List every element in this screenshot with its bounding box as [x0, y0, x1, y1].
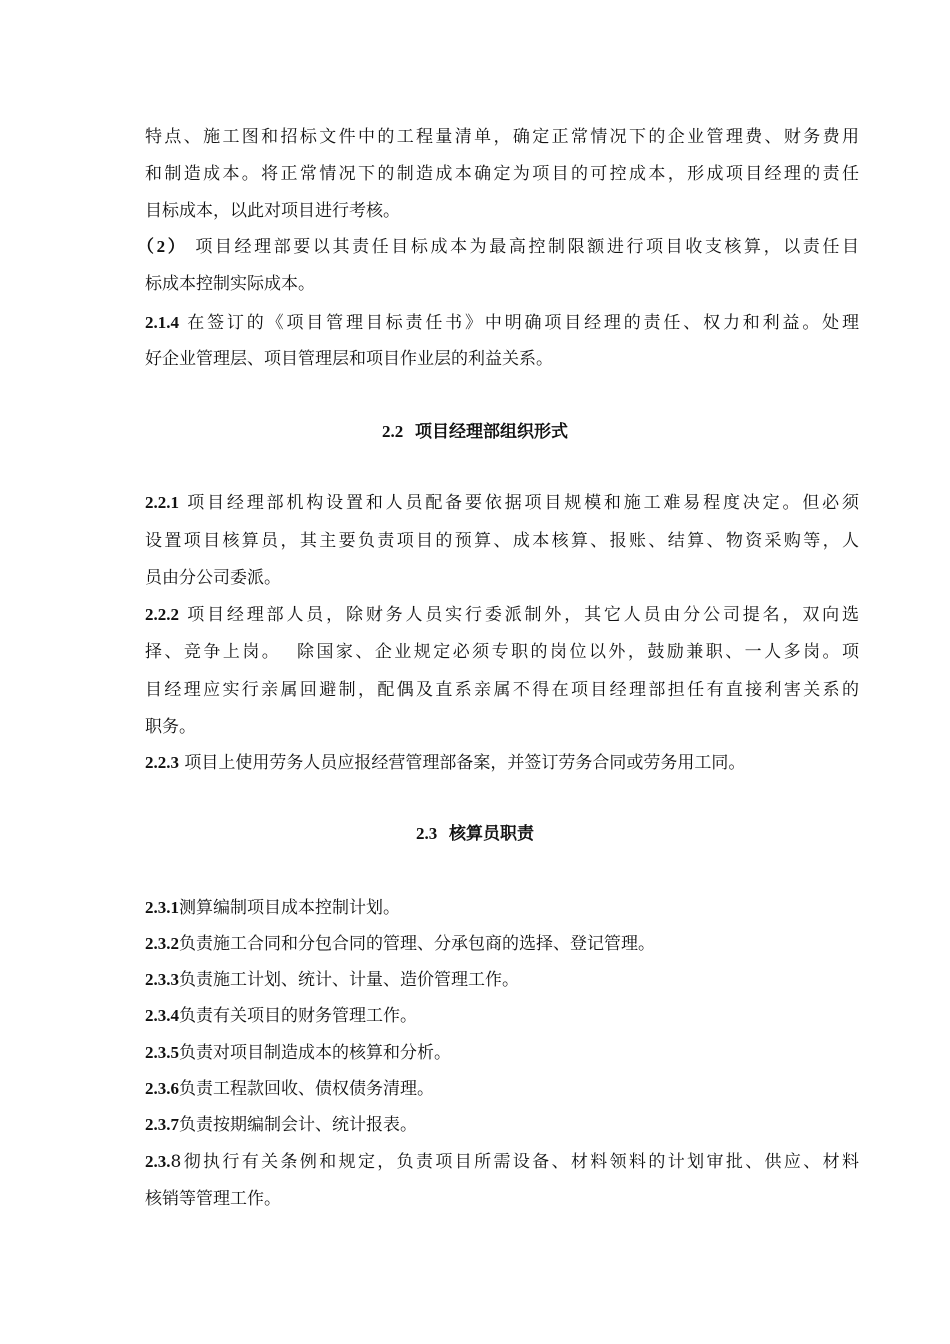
list-item-number: （2）	[137, 237, 188, 256]
item-text: 负责按期编制会计、统计报表。	[179, 1115, 417, 1135]
list-item	[145, 897, 400, 919]
list-item-2	[137, 236, 859, 258]
paragraph-line: 核销等管理工作。	[145, 1189, 281, 1209]
item-text: 测算编制项目成本控制计划。	[179, 898, 400, 918]
heading-number: 2.2	[381, 422, 404, 441]
paragraph-line: 标成本控制实际成本。	[145, 274, 315, 294]
clause-2-2-2	[145, 604, 859, 626]
paragraph-line: 目标成本，以此对项目进行考核。	[145, 201, 400, 221]
paragraph-line: 设置项目核算员，其主要负责项目的预算、成本核算、报账、结算、物资采购等，人	[145, 531, 859, 551]
item-text: 负责对项目制造成本的核算和分析。	[179, 1043, 451, 1063]
clause-number: 2.2.1	[145, 493, 179, 512]
item-number: 2.3.	[145, 1152, 171, 1171]
list-item-2-3-8	[145, 1151, 859, 1173]
item-text: 负责施工计划、统计、计量、造价管理工作。	[179, 970, 519, 990]
item-number: 2.3.3	[145, 970, 179, 989]
heading-title: 项目经理部组织形式	[415, 422, 569, 442]
list-item	[145, 1078, 434, 1100]
item-number: 2.3.2	[145, 934, 179, 953]
clause-2-2-3	[145, 752, 745, 774]
paragraph-line: 员由分公司委派。	[145, 568, 281, 588]
paragraph-line: 特点、施工图和招标文件中的工程量清单，确定正常情况下的企业管理费、财务费用	[145, 127, 859, 147]
list-item	[145, 933, 655, 955]
heading-title: 核算员职责	[449, 824, 535, 844]
item-number: 2.3.7	[145, 1115, 179, 1134]
clause-number: 2.2.3	[145, 753, 179, 772]
item-text: 负责施工合同和分包合同的管理、分承包商的选择、登记管理。	[179, 934, 655, 954]
list-item	[145, 1005, 417, 1027]
paragraph-line: 择、竞争上岗。 除国家、企业规定必须专职的岗位以外，鼓励兼职、一人多岗。项	[145, 642, 859, 662]
clause-2-1-4	[145, 312, 859, 334]
heading-number: 2.3	[415, 824, 438, 843]
section-heading-2-3	[0, 823, 950, 845]
clause-text: 在签订的《项目管理目标责任书》中明确项目经理的责任、权力和利益。处理	[187, 313, 860, 333]
list-item	[145, 1042, 451, 1064]
clause-text: 项目上使用劳务人员应报经营管理部备案，并签订劳务合同或劳务用工同。	[184, 753, 746, 773]
clause-number: 2.2.2	[145, 605, 179, 624]
clause-2-2-1	[145, 492, 859, 514]
paragraph-line: 目经理应实行亲属回避制，配偶及直系亲属不得在项目经理部担任有直接利害关系的	[145, 680, 859, 700]
paragraph-line: 和制造成本。将正常情况下的制造成本确定为项目的可控成本，形成项目经理的责任	[145, 164, 859, 184]
item-number-suffix: 8	[170, 1152, 182, 1172]
item-number: 2.3.5	[145, 1043, 179, 1062]
list-item-text: 项目经理部要以其责任目标成本为最高控制限额进行项目收支核算，以责任目	[195, 237, 860, 257]
section-heading-2-2	[0, 421, 950, 443]
item-number: 2.3.6	[145, 1079, 179, 1098]
paragraph-line: 职务。	[145, 717, 196, 737]
list-item	[145, 1114, 417, 1136]
item-number: 2.3.4	[145, 1006, 179, 1025]
list-item	[145, 969, 519, 991]
item-text: 负责工程款回收、债权债务清理。	[179, 1079, 434, 1099]
clause-number: 2.1.4	[145, 313, 179, 332]
item-number: 2.3.1	[145, 898, 179, 917]
item-text: 彻执行有关条例和规定，负责项目所需设备、材料领料的计划审批、供应、材料	[181, 1152, 859, 1172]
paragraph-line: 好企业管理层、项目管理层和项目作业层的利益关系。	[145, 349, 553, 369]
clause-text: 项目经理部机构设置和人员配备要依据项目规模和施工难易程度决定。但必须	[187, 493, 860, 513]
item-text: 负责有关项目的财务管理工作。	[179, 1006, 417, 1026]
clause-text: 项目经理部人员，除财务人员实行委派制外，其它人员由分公司提名，双向选	[187, 605, 860, 625]
